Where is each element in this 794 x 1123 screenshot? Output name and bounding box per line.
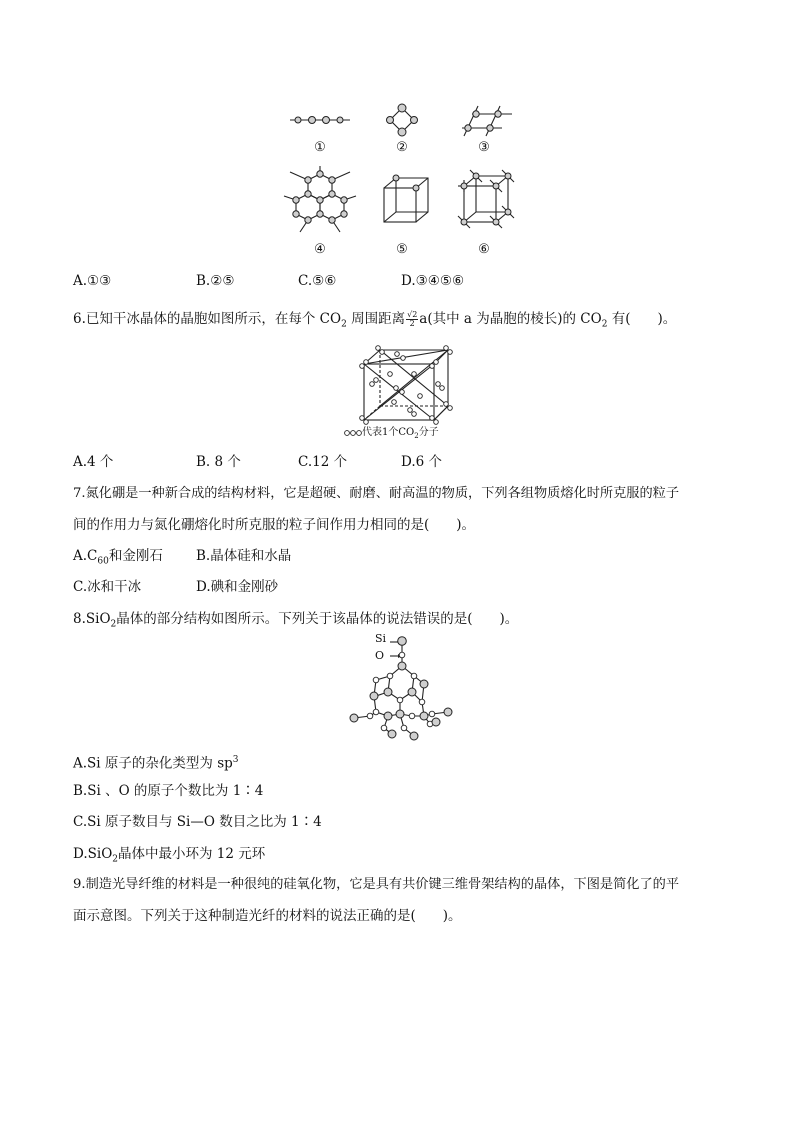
q8-option-a-pre: A.Si 原子的杂化类型为 sp	[73, 755, 233, 772]
q7-option-d: D.碘和金刚砂	[196, 579, 279, 595]
dry-ice-cell-figure	[350, 344, 454, 428]
sio2-structure-drawing	[340, 632, 460, 744]
q8-option-b: B.Si 、O 的原子个数比为 1∶4	[73, 783, 264, 799]
q7-question-line2: 间的作用力与氮化硼熔化时所克服的粒子间作用力相同的是( )。	[73, 517, 476, 533]
q5-option-a: A.①③	[73, 273, 112, 289]
q6-option-c: C.12 个	[298, 454, 348, 470]
q8-rest: 晶体的部分结构如图所示。下列关于该晶体的说法错误的是( )。	[116, 611, 519, 627]
q8-option-d-post: 晶体中最小环为 12 元环	[118, 846, 266, 862]
q5-option-c: C.⑤⑥	[298, 273, 337, 289]
sio2-structure-figure	[340, 632, 460, 744]
q8-option-a	[73, 750, 239, 774]
figure-label-6: ⑥	[478, 242, 490, 257]
figure-label-2: ②	[396, 140, 408, 155]
figure-label-4: ④	[314, 242, 326, 257]
structure-4	[284, 166, 356, 232]
q6-fraction	[406, 311, 418, 328]
q8-option-d	[73, 844, 265, 870]
q6-question	[73, 309, 676, 335]
figure-label-3: ③	[478, 140, 490, 155]
structure-1	[290, 117, 350, 124]
q6-option-b: B. 8 个	[196, 454, 241, 470]
q6-sub: 2	[341, 319, 347, 330]
q6-frac-den: 2	[409, 319, 415, 328]
structure-6	[458, 170, 514, 228]
structures-figure	[280, 100, 530, 260]
q8-option-d-pre: D.SiO	[73, 846, 113, 862]
q8-option-c: C.Si 原子数目与 Si—O 数目之比为 1∶4	[73, 814, 322, 830]
structure-2	[387, 104, 418, 136]
q7-option-a-sub: 60	[97, 556, 109, 567]
sio2-atoms	[350, 637, 452, 740]
figure-label-5: ⑤	[396, 242, 408, 257]
q5-option-b: B.②⑤	[196, 273, 235, 289]
q7-option-a-pre: A.C	[73, 548, 98, 564]
q7-option-b: B.晶体硅和水晶	[196, 548, 292, 564]
label-si: Si	[375, 632, 387, 645]
q8-question	[73, 609, 518, 635]
dry-ice-cell-drawing	[350, 344, 454, 428]
q6-frac-num: √2	[407, 310, 418, 319]
q7-option-a-post: 和金刚石	[108, 548, 163, 564]
q7-option-a	[73, 546, 163, 572]
q6-after: a(其中 a 为晶胞的棱长)的 CO	[419, 311, 602, 327]
q6-end: 有( )。	[607, 311, 677, 327]
q8-prefix: 8.SiO	[73, 611, 111, 627]
legend-suffix: 分子	[418, 427, 439, 438]
q9-question-line2: 面示意图。下列关于这种制造光纤的材料的说法正确的是( )。	[73, 908, 462, 924]
q9-question-line1: 9.制造光导纤维的材料是一种很纯的硅氧化物，它是具有共价键三维骨架结构的晶体，下图是简化了的平	[73, 877, 680, 892]
structures-drawing	[280, 100, 530, 260]
structure-3	[462, 106, 512, 136]
figure-label-1: ①	[314, 140, 326, 155]
q7-option-c: C.冰和干冰	[73, 579, 142, 595]
legend-prefix: 代表1个CO	[362, 427, 415, 438]
q6-option-a: A.4 个	[73, 454, 114, 470]
q6-mid: 周围距离	[346, 311, 406, 327]
q6-prefix: 6.已知干冰晶体的晶胞如图所示，在每个 CO	[73, 311, 342, 327]
dry-ice-legend	[344, 426, 439, 443]
label-o: O	[375, 649, 385, 662]
q8-option-a-sup: 3	[232, 755, 239, 765]
q8-option-d-sub: 2	[112, 854, 119, 865]
q7-question-line1: 7.氮化硼是一种新合成的结构材料，它是超硬、耐磨、耐高温的物质，下列各组物质熔化时所克服的粒子	[73, 486, 680, 501]
legend-sub: 2	[414, 432, 419, 440]
structure-5	[384, 175, 428, 222]
q6-sub-b: 2	[601, 319, 608, 330]
q6-option-d: D.6 个	[401, 454, 443, 470]
q5-option-d: D.③④⑤⑥	[401, 273, 465, 289]
q8-sub: 2	[110, 619, 117, 630]
co2-legend-icon	[344, 429, 362, 437]
